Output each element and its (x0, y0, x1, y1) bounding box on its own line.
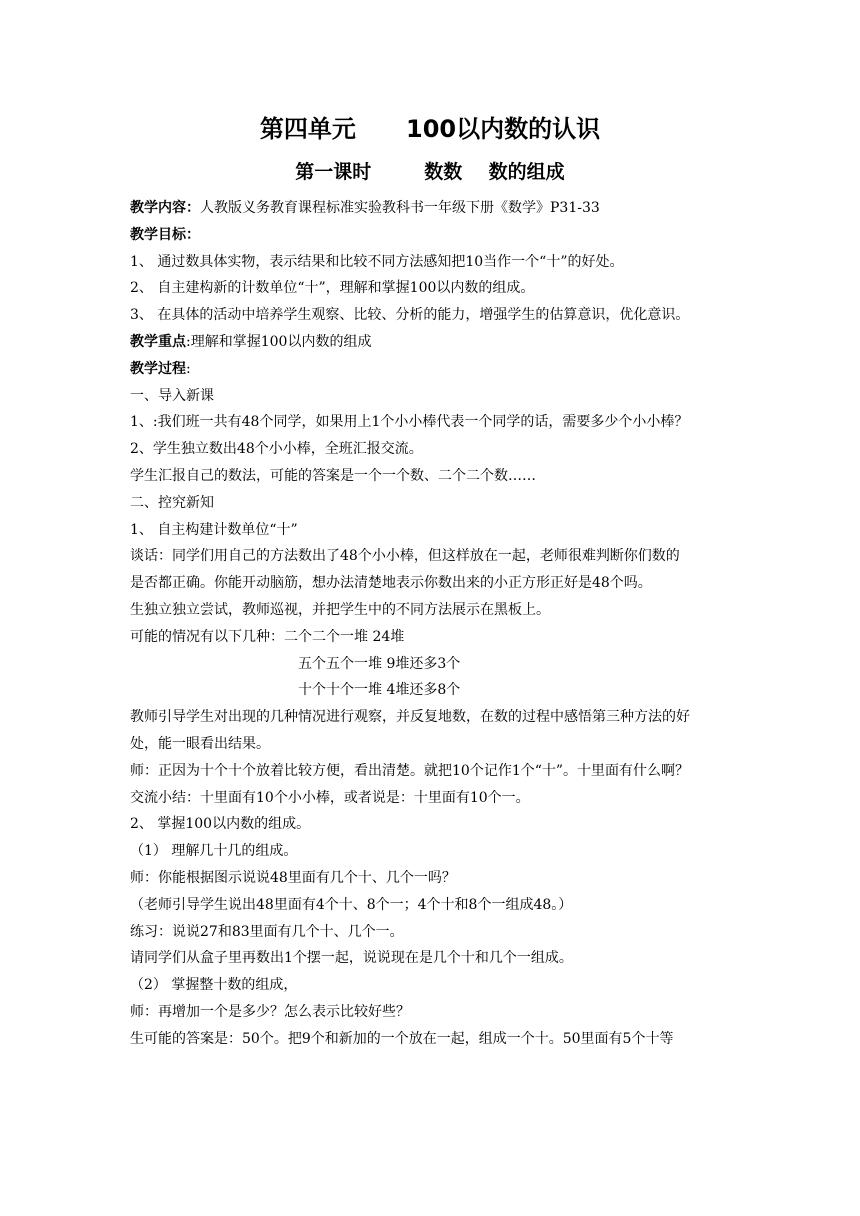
key-label: 教学重点 (130, 333, 186, 350)
summary-line: 交流小结：十里面有10个小小棒，或者说是：十里面有10个一。 (130, 789, 530, 806)
goal-2: 2、 自主建构新的计数单位“十”，理解和掌握100以内数的组成。 (130, 280, 535, 297)
teacher-line-1: 师：正因为十个十个放着比较方便，看出清楚。就把10个记作1个“十”。十里面有什么啊？ (130, 762, 690, 779)
goal-1: 1、 通过数具体实物，表示结果和比较不同方法感知把10当作一个“十”的好处。 (130, 253, 624, 270)
section-1-item-3: 学生汇报自己的数法，可能的答案是一个一个数、二个二个数…… (130, 467, 536, 484)
section-1-item-1: 1、:我们班一共有48个同学，如果用上1个小小棒代表一个同学的话，需要多少个小小棒？ (130, 414, 689, 431)
process-colon: : (186, 360, 191, 377)
cases-line-3: 十个十个一堆 4堆还多8个 (298, 682, 461, 699)
page-subtitle: 第一课时 数数 数的组成 (295, 161, 565, 183)
goal-3: 3、 在具体的活动中培养学生观察、比较、分析的能力，增强学生的估算意识，优化意识。 (130, 307, 690, 324)
section-2-item-2: 2、 掌握100以内数的组成。 (130, 816, 311, 833)
page-title: 第四单元 100以内数的认识 (259, 115, 601, 143)
part-1-heading: （1） 理解几十几的组成。 (130, 843, 298, 860)
answer-line: 生可能的答案是：50个。把9个和新加的一个放在一起，组成一个十。50里面有5个十等 (130, 1030, 674, 1047)
teacher-line-3: 师：再增加一个是多少？怎么表示比较好些？ (130, 1003, 410, 1020)
section-1-heading: 一、导入新课 (130, 387, 214, 404)
section-1-item-2: 2、学生独立数出48个小小棒，全班汇报交流。 (130, 441, 423, 458)
talk-line-1: 谈话：同学们用自己的方法数出了48个小小棒，但这样放在一起，老师很难判断你们数的 (130, 548, 680, 565)
key-text: :理解和掌握100以内数的组成 (186, 333, 372, 350)
goals-heading: 教学目标： (130, 226, 200, 243)
talk-line-2: 是否都正确。你能开动脑筋，想办法清楚地表示你数出来的小正方形正好是48个吗。 (130, 575, 652, 592)
content-text: 人教版义务教育课程标准实验教科书一年级下册《数学》P31-33 (200, 200, 600, 216)
part-2-heading: （2） 掌握整十数的组成， (130, 977, 298, 994)
ask-line: 请同学们从盒子里再数出1个摆一起，说说现在是几个十和几个一组成。 (130, 950, 573, 967)
document-body (130, 195, 740, 1053)
key-point (130, 329, 740, 356)
content-label: 教学内容： (130, 200, 200, 216)
paren-line: （老师引导学生说出48里面有4个十、8个一；4个十和8个一组成48。） (130, 896, 573, 913)
teacher-line-2: 师：你能根据图示说说48里面有几个十、几个一吗？ (130, 869, 456, 886)
guide-line-1: 教师引导学生对出现的几种情况进行观察，并反复地数，在数的过程中感悟第三种方法的好 (130, 709, 690, 726)
process-heading (130, 356, 740, 383)
guide-line-2: 处，能一眼看出结果。 (130, 735, 270, 752)
cases-line-1: 可能的情况有以下几种：二个二个一堆 24堆 (130, 628, 405, 645)
try-line: 生独立独立尝试，教师巡视，并把学生中的不同方法展示在黑板上。 (130, 601, 550, 618)
cases-line-2: 五个五个一堆 9堆还多3个 (298, 655, 461, 672)
section-2-item-1: 1、 自主构建计数单位“十” (130, 521, 298, 538)
process-label: 教学过程 (130, 360, 186, 377)
practice-line: 练习：说说27和83里面有几个十、几个一。 (130, 923, 404, 940)
section-2-heading: 二、控究新知 (130, 494, 214, 511)
teaching-content (130, 195, 740, 222)
